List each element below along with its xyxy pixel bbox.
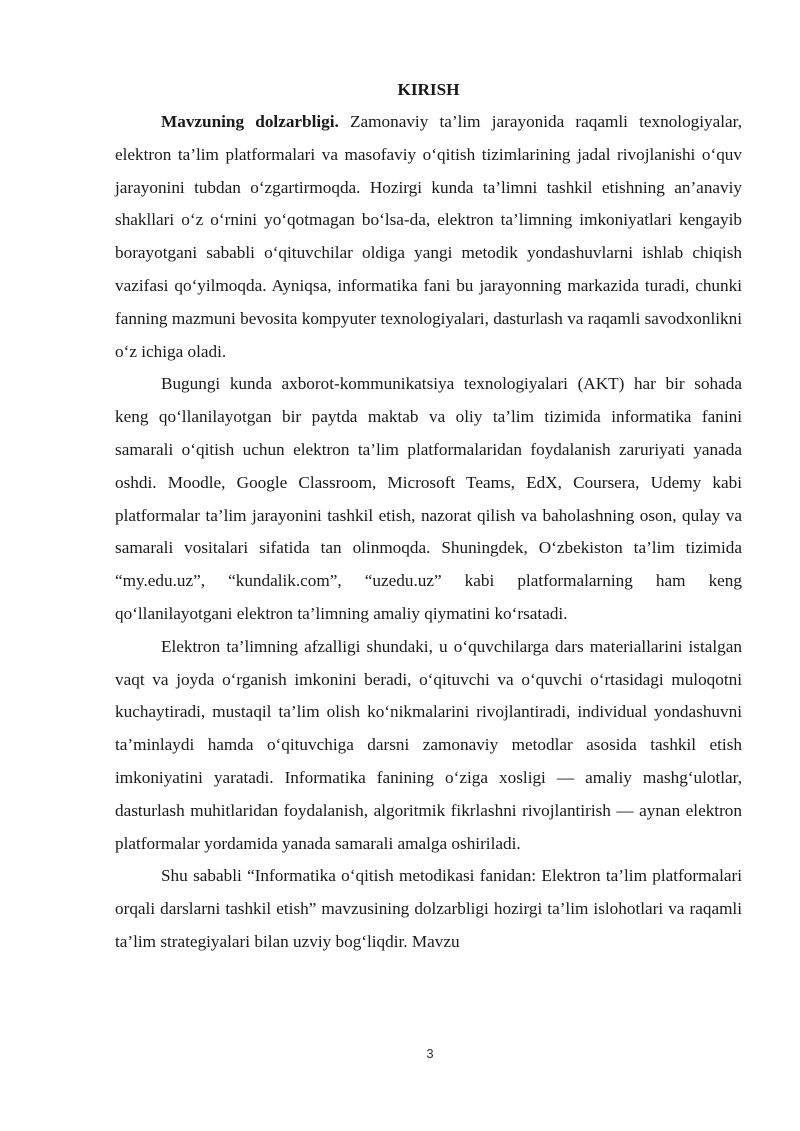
paragraph-ict: Bugungi kunda axborot-kommunikatsiya texnologiyalari (AKT) har bir sohada keng qo‘llanilayotgan bir paytda maktab va oliy ta’lim tizimida informatika fanini samarali o‘qitish uchun elektron ta’lim platformalaridan foydalanish zaruriyati yanada oshdi. Moodle, Google Classroom, Microsoft Teams, EdX, Coursera, Udemy kabi platformalar ta’lim jarayonini tashkil etish, nazorat qilish va baholashning oson, qulay va samarali vositalari sifatida tan olinmoqda. Shuningdek, O‘zbekiston ta’lim tizimida “my.edu.uz”, “kundalik.com”, “uzedu.uz” kabi platformalarning ham keng qo‘llanilayotgani elektron ta’limning amaliy qiymatini ko‘rsatadi.	[115, 374, 742, 623]
paragraph-text: Zamonaviy ta’lim jarayonida raqamli texnologiyalar, elektron ta’lim platformalari va masofaviy o‘qitish tizimlarining jadal rivojlanishi o‘quv jarayonini tubdan o‘zgartirmoqda. Hozirgi kunda ta’limni tashkil etishning an’anaviy shakllari o‘z o‘rnini yo‘qotmagan bo‘lsa-da, elektron ta’limning imkoniyatlari kengayib borayotgani sababli o‘qituvchilar oldiga yangi metodik yondashuvlarni ishlab chiqish vazifasi qo‘yilmoqda. Ayniqsa, informatika fani bu jarayonning markazida turadi, chunki fanning mazmuni bevosita kompyuter texnologiyalari, dasturlash va raqamli savodxonlikni o‘z ichiga oladi.	[115, 112, 742, 361]
paragraph-lead: Mavzuning dolzarbligi.	[161, 112, 339, 131]
page-number: 3	[426, 1046, 434, 1061]
paragraph-conclusion: Shu sababli “Informatika o‘qitish metodikasi fanidan: Elektron ta’lim platformalari orqali darslarni tashkil etish” mavzusining dolzarbligi hozirgi ta’lim islohotlari va raqamli ta’lim strategiyalari bilan uzviy bog‘liqdir. Mavzu	[115, 866, 742, 951]
section-title: KIRISH	[397, 80, 460, 99]
page-content	[115, 74, 742, 959]
paragraph-relevance	[115, 106, 742, 368]
paragraph-advantages: Elektron ta’limning afzalligi shundaki, u o‘quvchilarga dars materiallarini istalgan vaqt va joyda o‘rganish imkonini beradi, o‘qituvchi va o‘quvchi o‘rtasidagi muloqotni kuchaytiradi, mustaqil ta’lim olish ko‘nikmalarini rivojlantiradi, individual yondashuvni ta’minlaydi hamda o‘qituvchiga darsni zamonaviy metodlar asosida tashkil etish imkoniyatini yaratadi. Informatika fanining o‘ziga xosligi — amaliy mashg‘ulotlar, dasturlash muhitlaridan foydalanish, algoritmik fikrlashni rivojlantirish — aynan elektron platformalar yordamida yanada samarali amalga oshiriladi.	[115, 636, 742, 853]
